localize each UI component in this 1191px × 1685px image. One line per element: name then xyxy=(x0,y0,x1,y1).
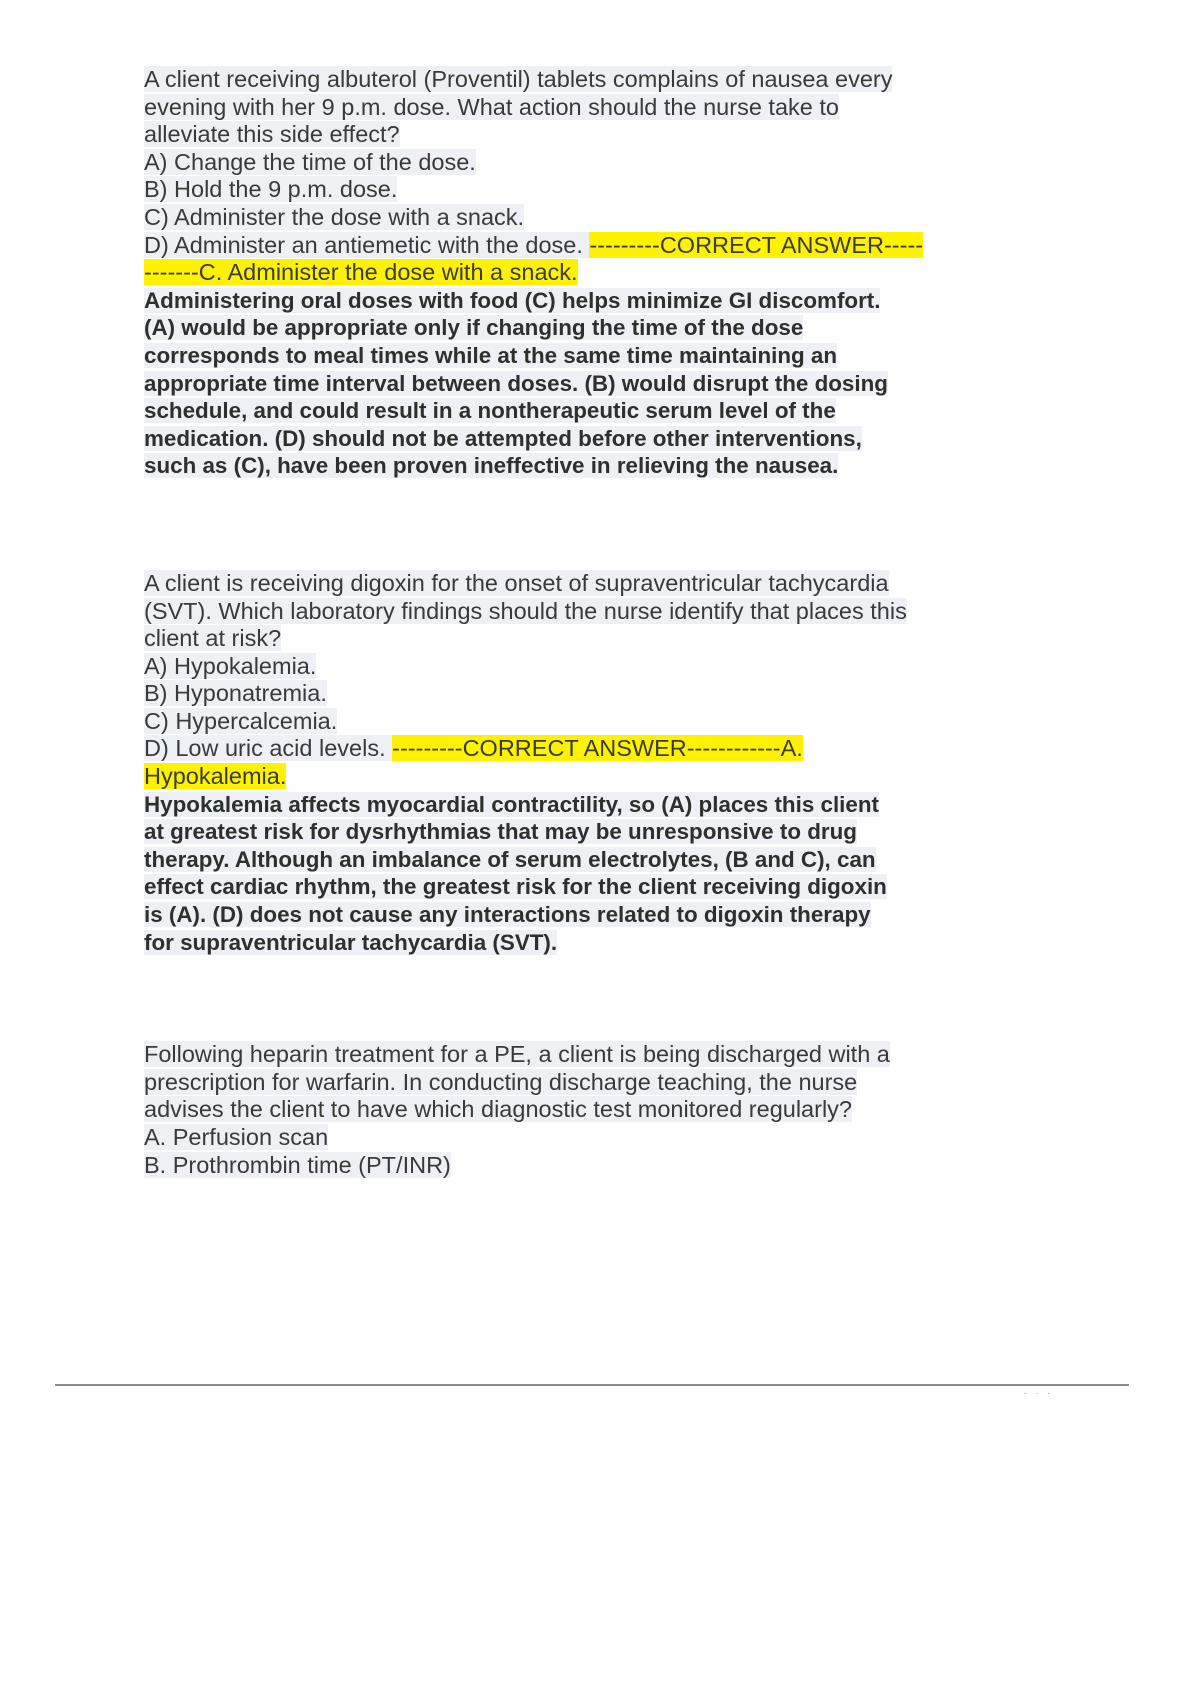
correct-answer-highlight: ---------CORRECT ANSWER----- xyxy=(589,231,924,258)
answer-option: C) Hypercalcemia. xyxy=(144,707,338,734)
answer-option: C) Administer the dose with a snack. xyxy=(144,203,525,230)
rationale-line: medication. (D) should not be attempted before other interventions, xyxy=(144,425,862,451)
answer-option: A) Change the time of the dose. xyxy=(144,148,476,175)
answer-option: A) Hypokalemia. xyxy=(144,652,317,679)
correct-answer-highlight: -------C. Administer the dose with a snack. xyxy=(144,259,578,286)
answer-option: D) Administer an antiemetic with the dose. ---------CORRECT ANSWER----- xyxy=(144,231,924,258)
rationale-line: at greatest risk for dysrhythmias that may be unresponsive to drug xyxy=(144,819,857,845)
correct-answer-line xyxy=(144,259,1074,287)
question-2 xyxy=(144,570,1074,956)
question-1 xyxy=(144,66,1074,480)
correct-answer-line xyxy=(144,763,1074,791)
answer-option: B) Hold the 9 p.m. dose. xyxy=(144,176,398,203)
answer-option: D) Low uric acid levels. ---------CORRECT ANSWER------------A. xyxy=(144,735,803,762)
rationale-line: is (A). (D) does not cause any interactions related to digoxin therapy xyxy=(144,902,871,928)
rationale-line: appropriate time interval between doses. (B) would disrupt the dosing xyxy=(144,370,888,396)
rationale-line: Administering oral doses with food (C) helps minimize GI discomfort. xyxy=(144,287,881,313)
question-stem-line: (SVT). Which laboratory findings should the nurse identify that places this xyxy=(144,597,907,624)
question-stem-line: A client is receiving digoxin for the onset of supraventricular tachycardia xyxy=(144,569,889,596)
answer-option: A. Perfusion scan xyxy=(144,1124,329,1150)
rationale-line: Hypokalemia affects myocardial contractility, so (A) places this client xyxy=(144,791,879,817)
correct-answer-highlight: ---------CORRECT ANSWER------------A. xyxy=(392,735,803,762)
question-stem-line: Following heparin treatment for a PE, a client is being discharged with a xyxy=(144,1041,890,1068)
rationale-line: corresponds to meal times while at the same time maintaining an xyxy=(144,342,838,368)
question-stem-line: alleviate this side effect? xyxy=(144,121,400,148)
correct-answer-highlight: Hypokalemia. xyxy=(144,763,287,790)
question-stem-line: prescription for warfarin. In conducting discharge teaching, the nurse xyxy=(144,1068,858,1095)
question-stem-line: evening with her 9 p.m. dose. What action should the nurse take to xyxy=(144,93,839,120)
question-stem-line: advises the client to have which diagnostic test monitored regularly? xyxy=(144,1096,852,1123)
rationale-line: schedule, and could result in a nontherapeutic serum level of the xyxy=(144,398,836,424)
page-number-fragment: - · · xyxy=(1024,1388,1053,1398)
rationale-line: effect cardiac rhythm, the greatest risk for the client receiving digoxin xyxy=(144,874,887,900)
question-3 xyxy=(144,1041,1074,1179)
question-stem-line: A client receiving albuterol (Proventil) tablets complains of nausea every xyxy=(144,66,893,92)
rationale-line: therapy. Although an imbalance of serum electrolytes, (B and C), can xyxy=(144,846,876,872)
question-stem-line: client at risk? xyxy=(144,625,282,652)
footer-divider xyxy=(55,1384,1129,1386)
document-body xyxy=(144,66,1074,1179)
answer-option: B. Prothrombin time (PT/INR) xyxy=(144,1151,451,1178)
answer-option: B) Hyponatremia. xyxy=(144,680,327,707)
rationale-line: for supraventricular tachycardia (SVT). xyxy=(144,929,558,955)
rationale-line: (A) would be appropriate only if changing the time of the dose xyxy=(144,315,804,341)
rationale-line: such as (C), have been proven ineffective in relieving the nausea. xyxy=(144,453,839,479)
